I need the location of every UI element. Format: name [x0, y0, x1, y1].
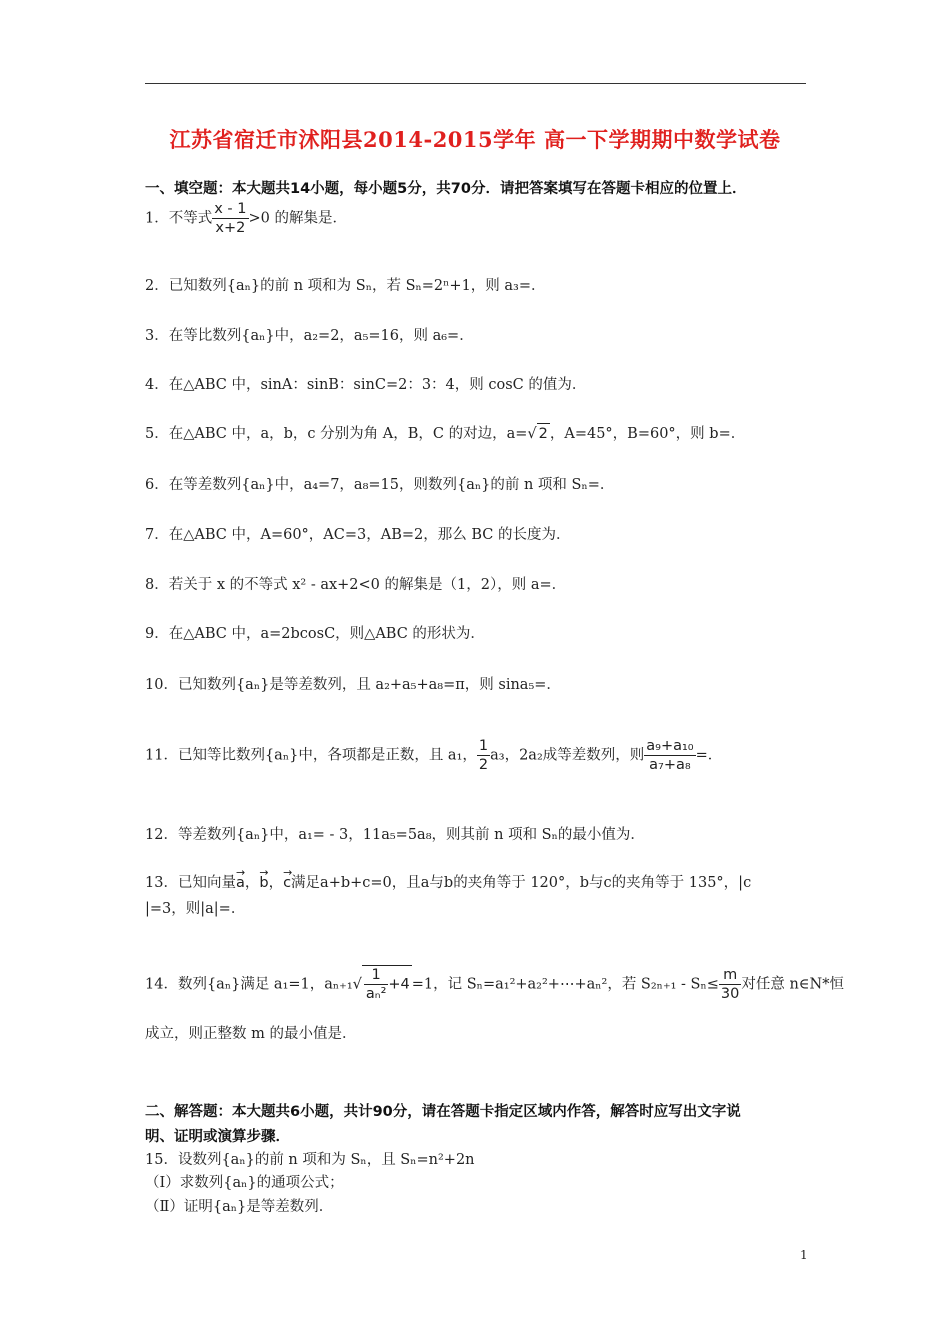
document-title: 江苏省宿迁市沭阳县2014-2015学年 高一下学期期中数学试卷 [169, 127, 781, 152]
header-rule [145, 83, 806, 84]
question-12: 12．等差数列{aₙ}中，a₁= - 3，11a₅=5a₈，则其前 n 项和 Sₙ的最小值为． [145, 827, 645, 843]
vector-a: → a [236, 873, 245, 893]
question-1 [145, 200, 347, 237]
page-number: 1 [800, 1248, 808, 1262]
q1-suffix: >0 的解集是． [248, 210, 347, 227]
question-15-part-1: （Ⅰ）求数列{aₙ}的通项公式； [145, 1175, 344, 1191]
question-13-line-1: 13．已知向量→ a，→ b，→ c满足a+b+c=0，且a与b的夹角等于 120°，b与c的夹角等于 135°，|c [145, 873, 751, 893]
q14-radical-fraction [364, 966, 388, 1003]
question-13-line-2: |=3，则|a|=． [145, 901, 246, 917]
question-15-part-2: （Ⅱ）证明{aₙ}是等差数列． [145, 1199, 334, 1215]
q13-rest: ，且 [391, 875, 421, 891]
question-2: 2．已知数列{aₙ}的前 n 项和为 Sₙ，若 Sₙ=2ⁿ+1，则 a₃=． [145, 278, 546, 294]
section-2-heading-line-1: 二、解答题：本大题共6小题，共计90分，请在答题卡指定区域内作答，解答时应写出文字说 [145, 1104, 741, 1120]
section-1-heading: 一、填空题：本大题共14小题，每小题5分，共70分．请把答案填写在答题卡相应的位置上． [145, 181, 747, 197]
question-11 [145, 737, 722, 774]
q11-suffix: =． [695, 747, 723, 764]
q14-suffix: 对任意 n∈N*恒 [741, 976, 844, 993]
q1-numerator: x - 1 [214, 201, 247, 217]
q13-mid: 满足 [291, 875, 321, 891]
q5-radicand: 2 [537, 423, 550, 444]
q11-middle: 成等差数列，则 [542, 747, 645, 764]
q11-half-den: 2 [478, 757, 489, 773]
q13-angle-ab: a与b的夹角等于 120°， [420, 875, 580, 891]
q11-ratio-num: a₉+a₁₀ [646, 738, 694, 754]
q14-radical [362, 965, 412, 1003]
q13-prefix: 13．已知向量 [145, 875, 236, 891]
q5-suffix: ，A=45°，B=60°，则 b=． [549, 426, 746, 442]
q11-ratio-fraction [644, 737, 695, 774]
q14-rad-num: 1 [364, 966, 388, 985]
q13-equation: a+b+c=0 [320, 875, 392, 891]
q14-rad-plus: +4 [388, 976, 410, 993]
question-14-line-1: 14．数列{aₙ}满足 a₁=1，aₙ₊₁√ $\frac{1}{\text{aₙ²}}$ +4 =1，记 Sₙ=a₁²+a₂²+⋯+aₙ²，若 S₂ₙ₊₁ - Sₙ≤ $\frac{m}{30}$ 对任意 n∈N*恒 [145, 967, 844, 1002]
q1-fraction [212, 200, 248, 237]
question-3: 3．在等比数列{aₙ}中，a₂=2，a₅=16，则 a₆=． [145, 328, 474, 344]
q13-angle-bc: b与c的夹角等于 135°，|c [579, 875, 752, 891]
question-9: 9．在△ABC 中，a=2bcosC，则△ABC 的形状为． [145, 626, 485, 642]
vector-c: → c [283, 873, 291, 893]
question-4: 4．在△ABC 中，sinA：sinB：sinC=2：3：4，则 cosC 的值为． [145, 377, 587, 393]
question-7: 7．在△ABC 中，A=60°，AC=3，AB=2，那么 BC 的长度为． [145, 527, 571, 543]
q11-half-num: 1 [478, 738, 489, 754]
section-2-heading-line-2: 明、证明或演算步骤． [145, 1129, 290, 1145]
q14-fraction [719, 966, 741, 1003]
question-8: 8．若关于 x 的不等式 x² - ax+2<0 的解集是（1，2），则 a=． [145, 577, 567, 593]
question-14-line-2: 成立，则正整数 m 的最小值是． [145, 1026, 357, 1042]
q14-frac-den: 30 [720, 986, 740, 1002]
q11-ratio-den: a₇+a₈ [649, 757, 691, 773]
vector-b: → b [259, 873, 268, 893]
q14-prefix: 14．数列{aₙ}满足 a₁=1，aₙ₊₁ [145, 976, 353, 993]
q11-terms: a₃，2a₂ [490, 747, 543, 764]
question-5: 5．在△ABC 中，a，b，c 分别为角 A，B，C 的对边，a=√ 2 ，A=45°，B=60°，则 b=． [145, 423, 745, 444]
q14-middle: =1，记 Sₙ=a₁²+a₂²+⋯+aₙ²，若 S₂ₙ₊₁ - Sₙ≤ [411, 976, 719, 993]
q5-prefix: 5．在△ABC 中，a，b，c 分别为角 A，B，C 的对边，a= [145, 426, 528, 442]
q14-frac-num: m [719, 966, 741, 985]
q11-prefix: 11．已知等比数列{aₙ}中，各项都是正数，且 a₁， [145, 747, 477, 764]
q14-rad-den: aₙ² [365, 986, 387, 1002]
question-6: 6．在等差数列{aₙ}中，a₄=7，a₈=15，则数列{aₙ}的前 n 项和 Sₙ=． [145, 477, 615, 493]
q11-half-fraction [477, 737, 490, 774]
q1-denominator: x+2 [215, 220, 246, 236]
question-15-line-1: 15．设数列{aₙ}的前 n 项和为 Sₙ，且 Sₙ=n²+2n [145, 1152, 475, 1168]
question-10: 10．已知数列{aₙ}是等差数列，且 a₂+a₅+a₈=π，则 sina₅=． [145, 677, 561, 693]
q1-prefix: 1．不等式 [145, 210, 213, 227]
